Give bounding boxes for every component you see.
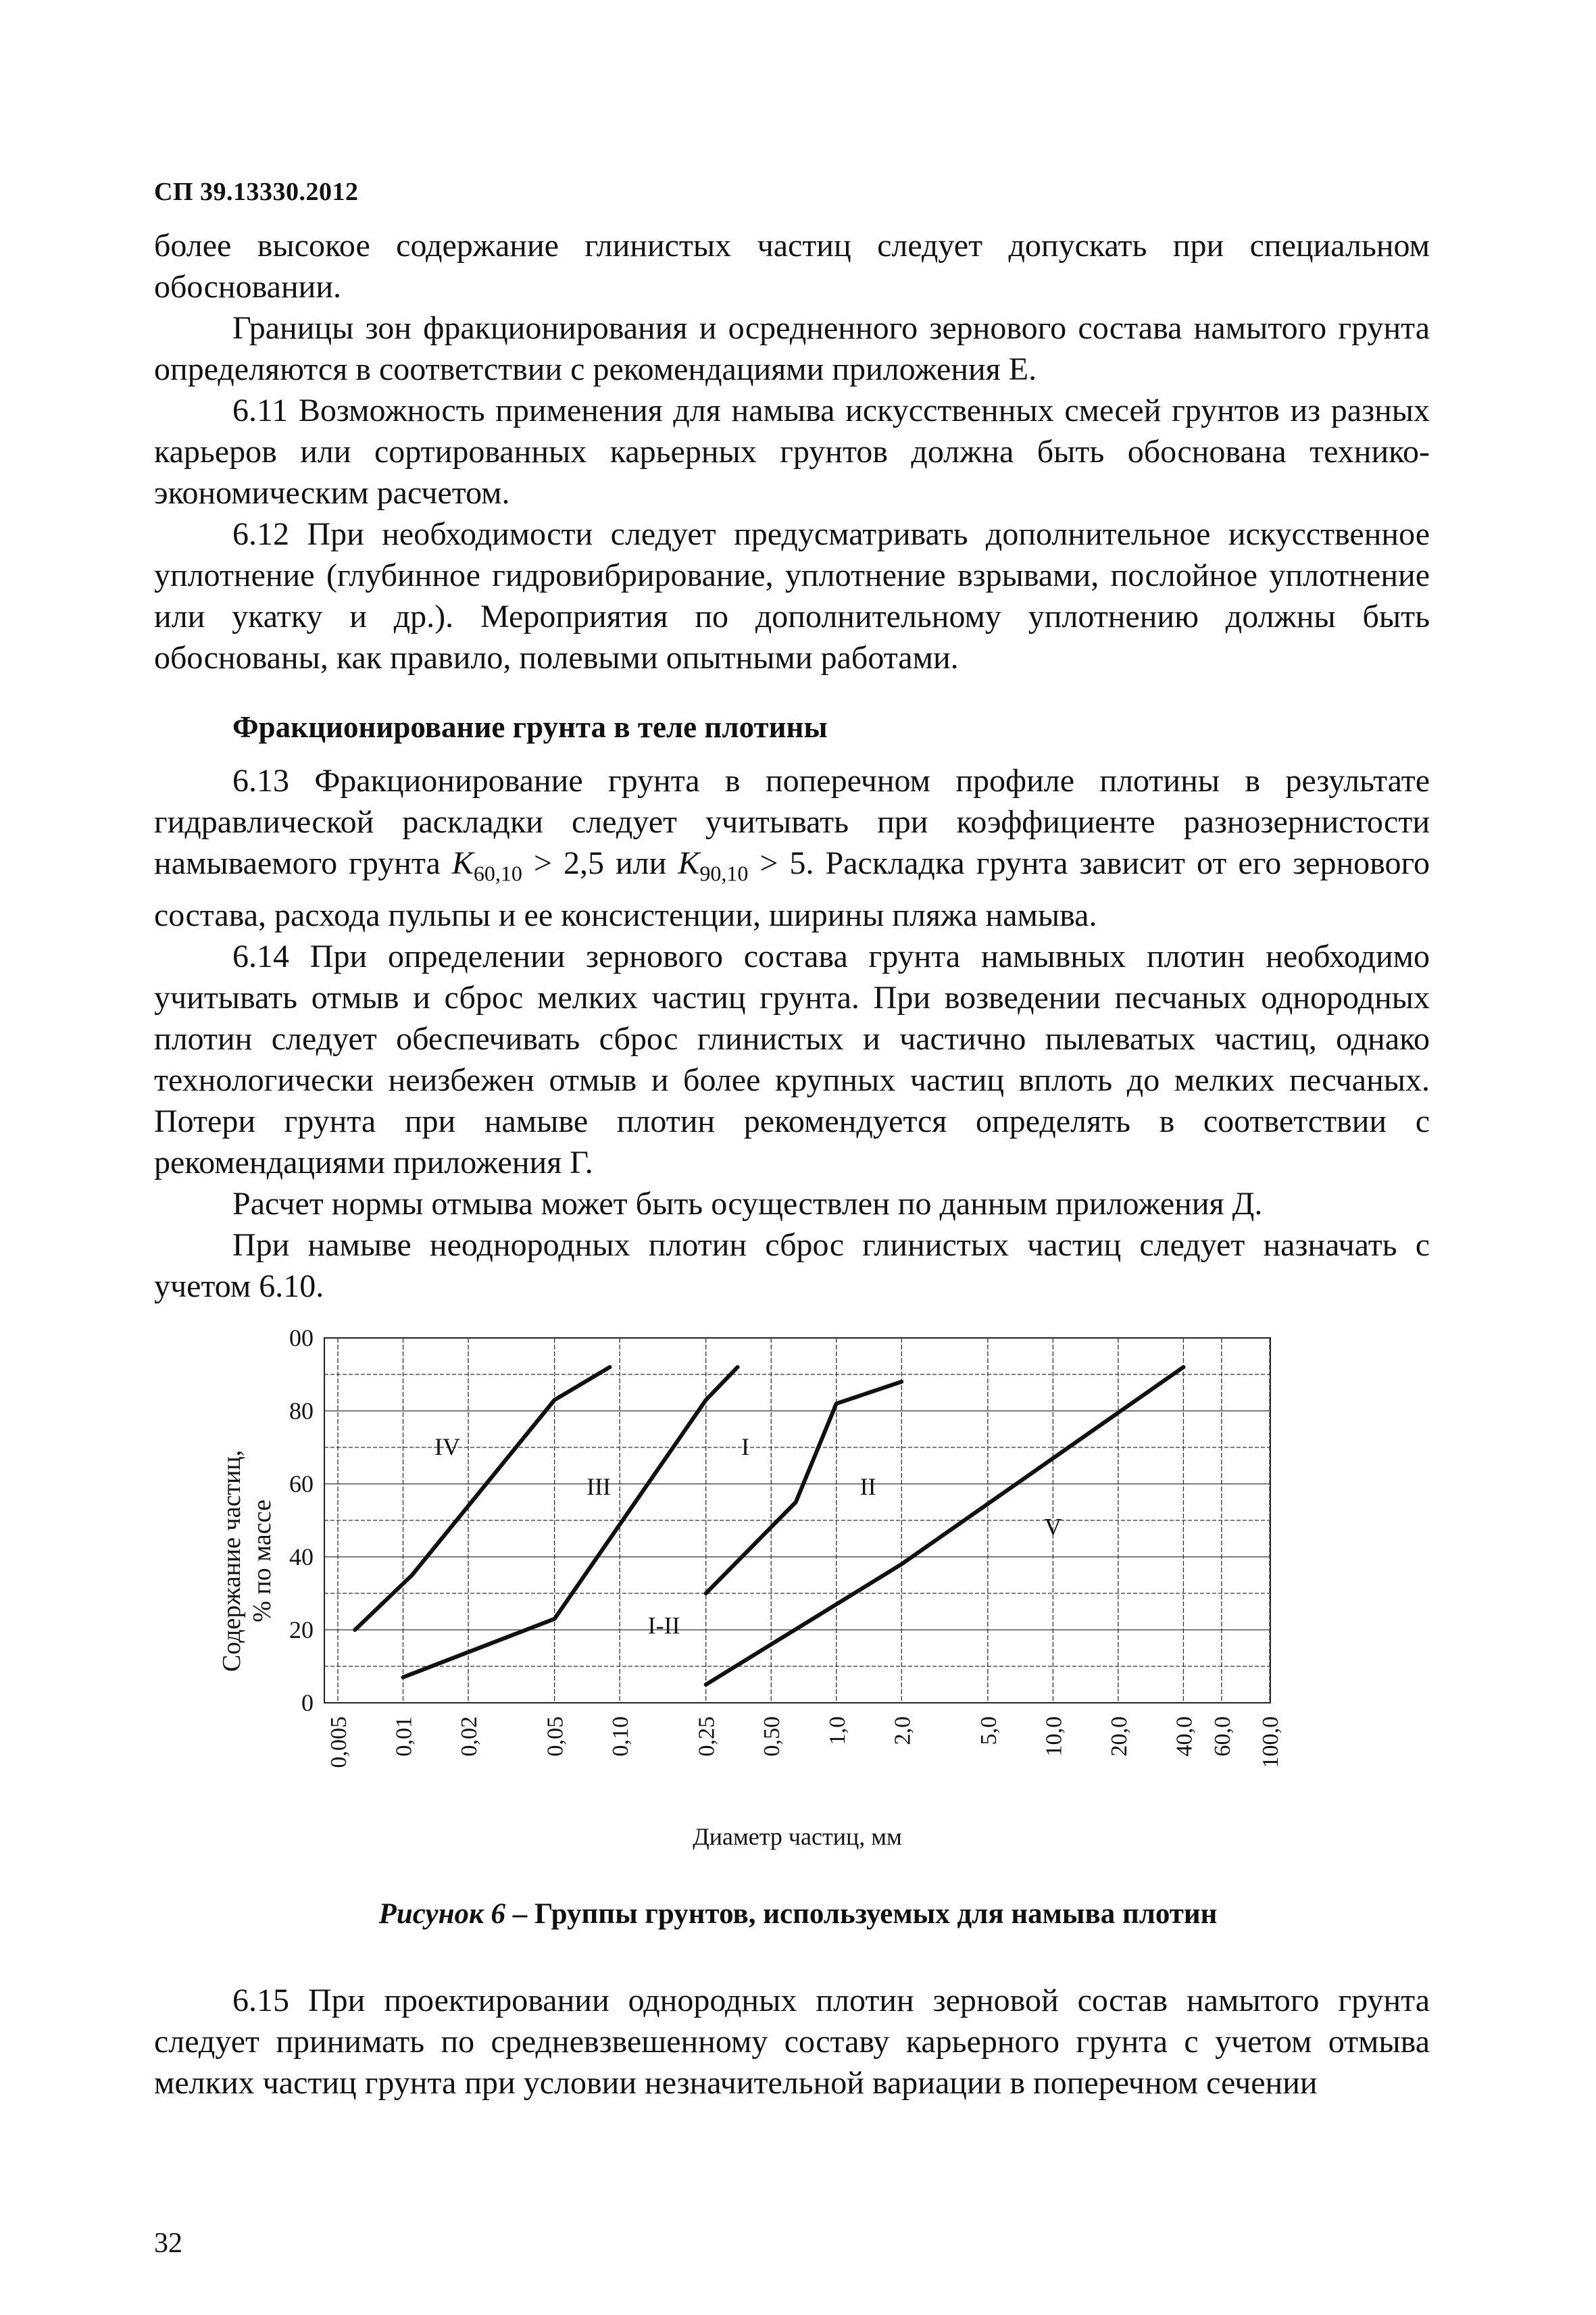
- x-tick-label: 60,0: [1210, 1716, 1235, 1757]
- grain-size-chart: [203, 1311, 1351, 1851]
- x-tick-label: 0,01: [391, 1716, 417, 1757]
- document-code-header: СП 39.13330.2012: [154, 178, 359, 206]
- zone-label: I-II: [647, 1612, 680, 1639]
- paragraph: 6.14 При определении зернового состава грунта намывных плотин необходимо учитывать отмыв и сброс мелких частиц грунта. При возведении песчаных однородных плотин следует обеспечивать сброс глинистых и частично пылеватых частиц, однако технологически неизбежен отмыв и более крупных частиц вплоть до мелких песчаных. Потери грунта при намыве плотин рекомендуется определять в соответствии с рекомендациями приложения Г.: [154, 938, 1430, 1180]
- paragraph: 6.12 При необходимости следует предусматривать дополнительное искусственное уплотнение (глубинное гидровибрирование, уплотнение взрывами, послойное уплотнение или укатку и др.). Мероприятия по дополнительному уплотнению должны быть обоснованы, как правило, полевыми опытными работами.: [154, 516, 1430, 676]
- paragraph: Расчет нормы отмыва может быть осуществлен по данным приложения Д.: [232, 1185, 1263, 1222]
- zone-label: III: [587, 1473, 612, 1501]
- x-axis-label: Диаметр частиц, мм: [693, 1823, 902, 1850]
- y-tick-label: 80: [289, 1397, 314, 1424]
- series-line-iv: [355, 1367, 612, 1630]
- figure-number: Рисунок 6: [378, 1898, 506, 1930]
- page-number: 32: [154, 2228, 182, 2259]
- x-tick-label: 0,02: [457, 1716, 482, 1757]
- paragraph: При намыве неоднородных плотин сброс глинистых частиц следует назначать с учетом 6.10.: [154, 1226, 1430, 1304]
- text-block-top: [154, 225, 1430, 678]
- x-tick-label: 20,0: [1106, 1716, 1132, 1757]
- y-tick-label: 40: [289, 1543, 314, 1570]
- text-block-bottom: [154, 1980, 1430, 2104]
- paragraph-6-13: [154, 760, 1430, 936]
- paragraph: Границы зон фракционирования и осредненного зернового состава намытого грунта определяются в соответствии с рекомендациями приложения Е.: [154, 310, 1430, 387]
- text-block-middle: [154, 760, 1430, 1307]
- x-tick-label: 0,50: [759, 1716, 785, 1757]
- y-axis-label-unit: % по массе: [248, 1499, 276, 1622]
- zone-label: II: [859, 1473, 876, 1501]
- coefficient-k60: K: [451, 845, 474, 881]
- y-axis-label: Содержание частиц,: [218, 1449, 246, 1672]
- x-tick-label: 5,0: [976, 1716, 1001, 1745]
- section-heading: Фракционирование грунта в теле плотины: [232, 710, 828, 744]
- p613-part-c: > 5. Раскладка грунта зависит от его зернового состава, расхода пульпы и ее консистенции, ширины пляжа намыва.: [154, 845, 1430, 933]
- x-tick-label: 0,005: [326, 1716, 351, 1768]
- x-tick-label: 0,25: [694, 1716, 720, 1757]
- figure-title: – Группы грунтов, используемых для намыва плотин: [505, 1898, 1218, 1930]
- paragraph-6-15: 6.15 При проектировании однородных плотин зерновой состав намытого грунта следует принимать по средневзвешенному составу карьерного грунта с учетом отмыва мелких частиц грунта при условии незначительной вариации в поперечном сечении: [154, 1983, 1430, 2101]
- y-tick-label: 60: [289, 1470, 314, 1497]
- x-tick-label: 1,0: [824, 1716, 850, 1745]
- y-tick-label: 00: [289, 1324, 314, 1351]
- coefficient-k60-subscript: 60,10: [473, 861, 522, 886]
- coefficient-k90: K: [678, 845, 700, 881]
- series-line-v: [706, 1367, 1184, 1685]
- y-tick-label: 0: [301, 1689, 314, 1716]
- x-tick-label: 0,10: [608, 1716, 634, 1757]
- p613-part-b: > 2,5 или: [522, 845, 678, 881]
- figure-caption: [0, 1897, 1596, 1931]
- coefficient-k90-subscript: 90,10: [699, 861, 749, 886]
- y-tick-label: 20: [289, 1616, 314, 1643]
- x-tick-label: 100,0: [1258, 1716, 1283, 1768]
- x-tick-label: 10,0: [1041, 1716, 1067, 1757]
- paragraph: 6.11 Возможность применения для намыва искусственных смесей грунтов из разных карьеров или сортированных карьерных грунтов должна быть обоснована технико-экономическим расчетом.: [154, 393, 1430, 511]
- x-tick-label: 2,0: [890, 1716, 916, 1745]
- x-tick-label: 40,0: [1172, 1716, 1197, 1757]
- zone-label: V: [1044, 1513, 1062, 1541]
- paragraph: более высокое содержание глинистых частиц следует допускать при специальном обосновании.: [154, 228, 1430, 305]
- x-tick-label: 0,05: [543, 1716, 568, 1757]
- p613-part-a: 6.13 Фракционирование грунта в поперечном профиле плотины в результате гидравлической раскладки следует учитывать при коэффициенте разнозернистости намываемого грунта: [154, 763, 1430, 881]
- zone-label: I: [741, 1433, 750, 1460]
- zone-label: IV: [434, 1433, 460, 1460]
